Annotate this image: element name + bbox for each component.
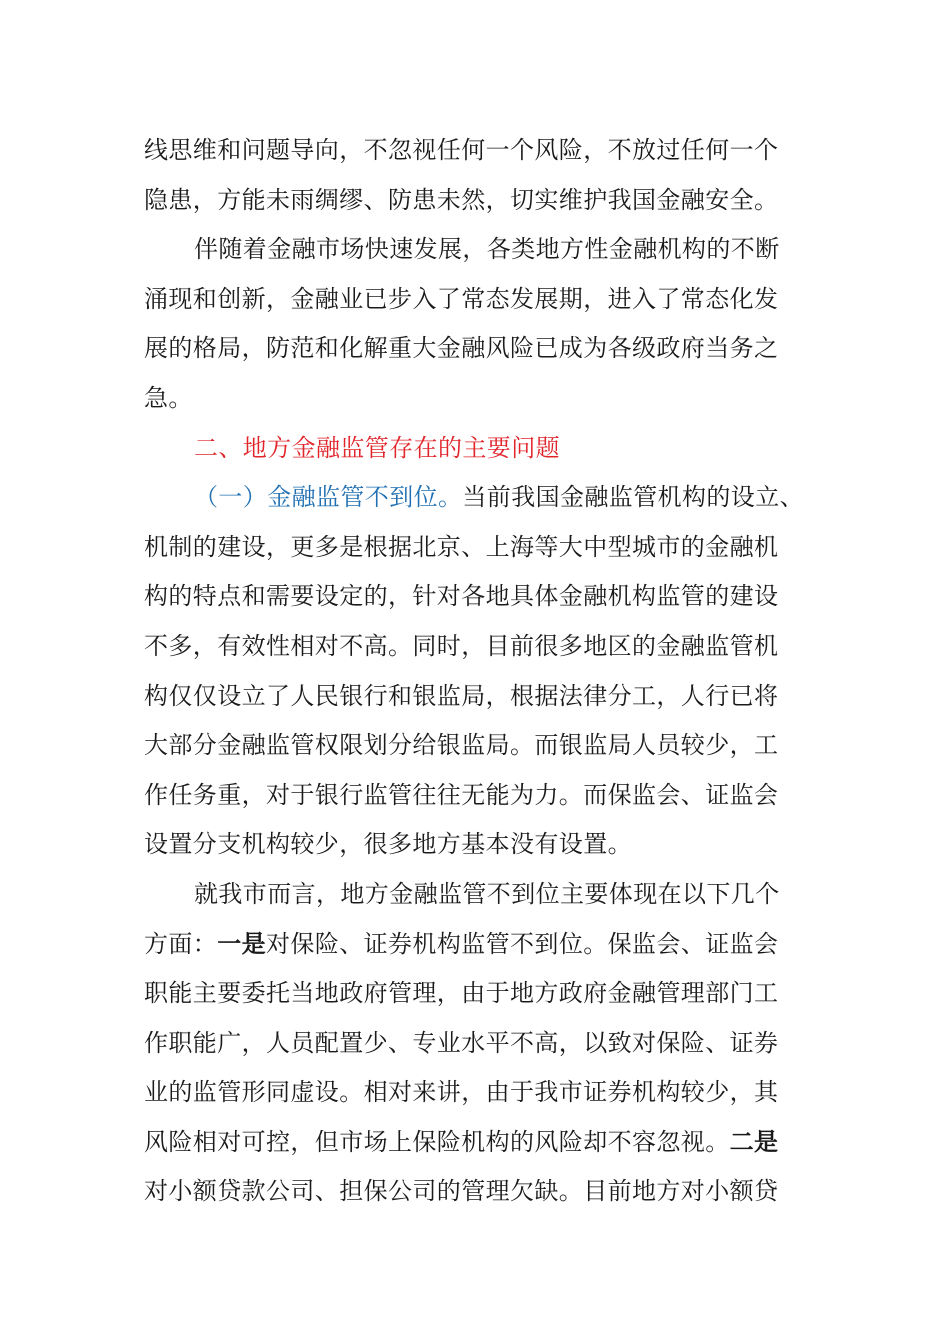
text-run: 当前我国金融监管机构的设立、 bbox=[462, 483, 805, 512]
text-line: 作职能广，人员配置少、专业水平不高，以致对保险、证券 bbox=[144, 1028, 779, 1057]
text-line: 机制的建设，更多是根据北京、上海等大中型城市的金融机 bbox=[144, 532, 779, 561]
text-line: 急。 bbox=[144, 383, 193, 412]
document-body bbox=[144, 126, 805, 1217]
section-heading: 二、地方金融监管存在的主要问题 bbox=[194, 433, 560, 462]
text-run: 对保险、证券机构监管不到位。保监会、证监会 bbox=[266, 929, 779, 958]
text-line bbox=[144, 1118, 794, 1168]
bold-marker: 一是 bbox=[217, 929, 267, 958]
text-line: 业的监管形同虚设。相对来讲，由于我市证券机构较少，其 bbox=[144, 1078, 779, 1107]
text-line: 不多，有效性相对不高。同时，目前很多地区的金融监管机 bbox=[144, 631, 779, 660]
text-line: 就我市而言，地方金融监管不到位主要体现在以下几个 bbox=[194, 879, 780, 908]
subsection-heading: （一）金融监管不到位。 bbox=[194, 483, 463, 512]
text-line: 隐患，方能未雨绸缪、防患未然，切实维护我国金融安全。 bbox=[144, 185, 779, 214]
subsection-line bbox=[144, 473, 805, 523]
text-line: 作任务重，对于银行监管往往无能为力。而保监会、证监会 bbox=[144, 780, 779, 809]
text-line: 展的格局，防范和化解重大金融风险已成为各级政府当务之 bbox=[144, 334, 779, 363]
text-line: 涌现和创新，金融业已步入了常态发展期，进入了常态化发 bbox=[144, 284, 779, 313]
text-line: 线思维和问题导向，不忽视任何一个风险，不放过任何一个 bbox=[144, 136, 779, 164]
text-line: 大部分金融监管权限划分给银监局。而银监局人员较少，工 bbox=[144, 731, 779, 760]
text-line: 构的特点和需要设定的，针对各地具体金融机构监管的建设 bbox=[144, 582, 779, 611]
text-run: 风险相对可控，但市场上保险机构的风险却不容忽视。 bbox=[144, 1127, 730, 1156]
text-line bbox=[144, 920, 794, 970]
text-line: 构仅仅设立了人民银行和银监局，根据法律分工，人行已将 bbox=[144, 681, 779, 710]
text-line: 对小额贷款公司、担保公司的管理欠缺。目前地方对小额贷 bbox=[144, 1177, 779, 1206]
text-run: 方面： bbox=[144, 929, 218, 958]
text-line: 伴随着金融市场快速发展，各类地方性金融机构的不断 bbox=[194, 235, 780, 264]
text-line: 设置分支机构较少，很多地方基本没有设置。 bbox=[144, 830, 632, 859]
bold-marker: 二是 bbox=[729, 1127, 779, 1156]
text-line: 职能主要委托当地政府管理，由于地方政府金融管理部门工 bbox=[144, 979, 779, 1008]
